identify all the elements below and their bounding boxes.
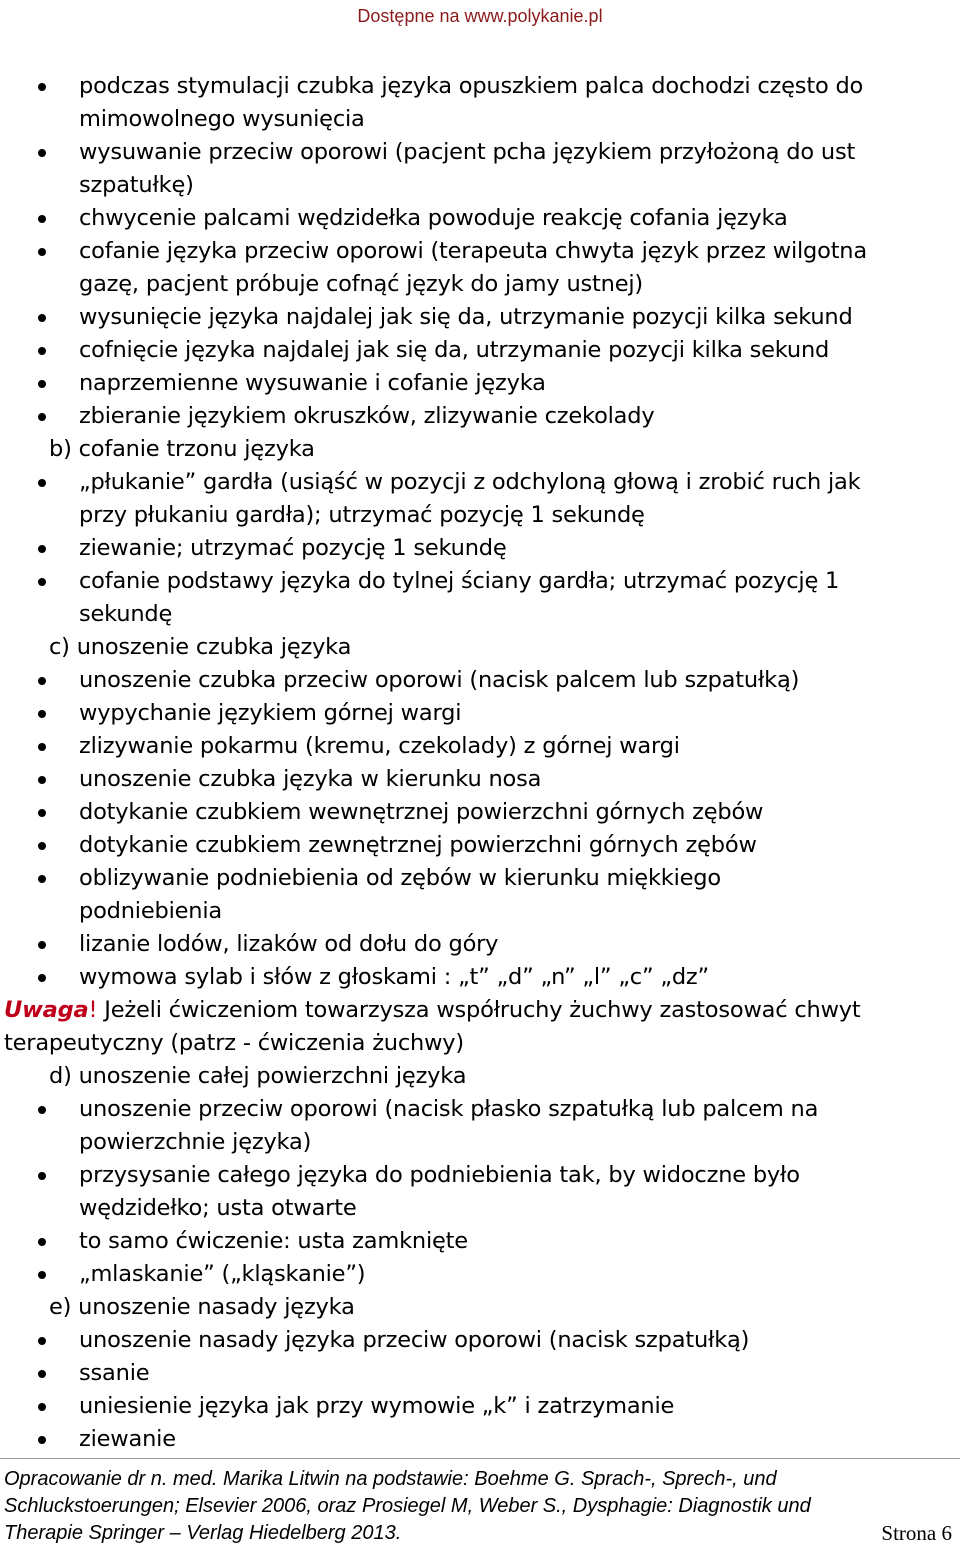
line-text: ziewanie [79,1426,176,1452]
page-number: Strona 6 [881,1521,952,1545]
line-text: lizanie lodów, lizaków od dołu do góry [79,931,499,957]
list-item [0,1225,960,1258]
warning-text: Jeżeli ćwiczeniom towarzysza współruchy żuchwy zastosować chwyt [97,997,861,1023]
list-item [0,961,960,994]
bullet-icon [38,314,46,322]
text-line [0,169,960,202]
footer-citation-line: Schluckstoerungen; Elsevier 2006, oraz Prosiegel M, Weber S., Dysphagie: Diagnostik und [4,1495,811,1517]
list-item [0,664,960,697]
line-text: uniesienie języka jak przy wymowie „k” i zatrzymanie [79,1393,675,1419]
line-text: dotykanie czubkiem zewnętrznej powierzchni górnych zębów [79,832,757,858]
text-line [0,1126,960,1159]
line-text: to samo ćwiczenie: usta zamknięte [79,1228,468,1254]
bullet-icon [38,743,46,751]
list-item [0,730,960,763]
list-item [0,565,960,598]
list-item [0,796,960,829]
bullet-icon [38,974,46,982]
footer-citation-line: Therapie Springer – Verlag Hiedelberg 2013. [4,1522,402,1544]
line-text: podczas stymulacji czubka języka opuszkiem palca dochodzi często do [79,73,864,99]
section-heading [0,1291,960,1324]
line-text: c) unoszenie czubka języka [49,634,352,660]
line-text: wędzidełko; usta otwarte [79,1195,357,1221]
list-item [0,532,960,565]
list-item [0,1423,960,1456]
bullet-icon [38,347,46,355]
bullet-icon [38,1106,46,1114]
bullet-icon [38,776,46,784]
line-text: unoszenie nasady języka przeciw oporowi (nacisk szpatułką) [79,1327,750,1353]
line-text: unoszenie czubka przeciw oporowi (nacisk palcem lub szpatułką) [79,667,800,693]
line-text: ssanie [79,1360,150,1386]
bullet-icon [38,83,46,91]
list-item [0,928,960,961]
line-text: oblizywanie podniebienia od zębów w kierunku miękkiego [79,865,721,891]
list-item [0,1258,960,1291]
bullet-icon [38,1271,46,1279]
line-text: chwycenie palcami wędzidełka powoduje reakcję cofania języka [79,205,788,231]
bullet-icon [38,710,46,718]
bullet-icon [38,875,46,883]
line-text: mimowolnego wysunięcia [79,106,365,132]
list-item [0,1324,960,1357]
line-text: unoszenie przeciw oporowi (nacisk płasko szpatułką lub palcem na [79,1096,819,1122]
line-text: unoszenie czubka języka w kierunku nosa [79,766,542,792]
line-text: wysuwanie przeciw oporowi (pacjent pcha językiem przyłożoną do ust [79,139,856,165]
line-text: d) unoszenie całej powierzchni języka [49,1063,467,1089]
bullet-icon [38,545,46,553]
list-item [0,301,960,334]
bullet-icon [38,248,46,256]
line-text: gazę, pacjent próbuje cofnąć język do jamy ustnej) [79,271,643,297]
list-item [0,334,960,367]
section-heading [0,433,960,466]
bullet-icon [38,149,46,157]
bullet-icon [38,578,46,586]
document-body [0,70,960,1456]
list-item [0,862,960,895]
line-text: cofanie języka przeciw oporowi (terapeuta chwyta język przez wilgotna [79,238,867,264]
text-line [0,1027,960,1060]
line-text: e) unoszenie nasady języka [49,1294,355,1320]
page-footer [4,1466,956,1547]
bullet-icon [38,1238,46,1246]
section-heading [0,1060,960,1093]
line-text: podniebienia [79,898,222,924]
page-header: Dostępne na www.polykanie.pl [357,6,603,26]
list-item [0,697,960,730]
text-line [0,598,960,631]
bullet-icon [38,215,46,223]
bullet-icon [38,380,46,388]
line-text: dotykanie czubkiem wewnętrznej powierzchni górnych zębów [79,799,764,825]
line-text: wypychanie językiem górnej wargi [79,700,462,726]
line-text: szpatułkę) [79,172,194,198]
footer-citation-line: Opracowanie dr n. med. Marika Litwin na podstawie: Boehme G. Sprach-, Sprech-, und [4,1468,777,1490]
line-text: sekundę [79,601,173,627]
list-item [0,235,960,268]
list-item [0,367,960,400]
bullet-icon [38,941,46,949]
line-text: terapeutyczny (patrz - ćwiczenia żuchwy) [4,1030,464,1056]
list-item [0,400,960,433]
bullet-icon [38,1337,46,1345]
text-line [0,1192,960,1225]
line-text: przy płukaniu gardła); utrzymać pozycję 1 sekundę [79,502,645,528]
list-item [0,1357,960,1390]
section-heading [0,631,960,664]
bullet-icon [38,1370,46,1378]
line-text: „płukanie” gardła (usiąść w pozycji z odchyloną głową i zrobić ruch jak [79,469,861,495]
line-text: wysunięcie języka najdalej jak się da, utrzymanie pozycji kilka sekund [79,304,853,330]
line-text: „mlaskanie” („kląskanie”) [79,1261,366,1287]
warning-note: Uwaga! Jeżeli ćwiczeniom towarzysza współruchy żuchwy zastosować chwyt [4,997,861,1023]
text-line [0,103,960,136]
list-item [0,466,960,499]
list-item [0,202,960,235]
bullet-icon [38,1403,46,1411]
list-item [0,70,960,103]
line-text: powierzchnie języka) [79,1129,312,1155]
warning-label: Uwaga [4,997,89,1023]
footer-divider [0,1458,960,1459]
line-text: b) cofanie trzonu języka [49,436,315,462]
list-item [0,1390,960,1423]
line-text: ziewanie; utrzymać pozycję 1 sekundę [79,535,507,561]
bullet-icon [38,842,46,850]
line-text: zbieranie językiem okruszków, zlizywanie czekolady [79,403,655,429]
text-line [0,268,960,301]
bullet-icon [38,479,46,487]
text-line [0,895,960,928]
bullet-icon [38,1436,46,1444]
line-text: cofnięcie języka najdalej jak się da, utrzymanie pozycji kilka sekund [79,337,830,363]
line-text: wymowa sylab i słów z głoskami : „t” „d” „n” „l” „c” „dz” [79,964,709,990]
bullet-icon [38,413,46,421]
text-line [0,499,960,532]
bullet-icon [38,1172,46,1180]
list-item [0,1093,960,1126]
line-text: cofanie podstawy języka do tylnej ściany gardła; utrzymać pozycję 1 [79,568,840,594]
list-item [0,1159,960,1192]
line-text: zlizywanie pokarmu (kremu, czekolady) z górnej wargi [79,733,680,759]
list-item [0,763,960,796]
line-text: naprzemienne wysuwanie i cofanie języka [79,370,546,396]
list-item [0,829,960,862]
list-item [0,136,960,169]
line-text: przysysanie całego języka do podniebienia tak, by widoczne było [79,1162,800,1188]
bullet-icon [38,677,46,685]
bullet-icon [38,809,46,817]
